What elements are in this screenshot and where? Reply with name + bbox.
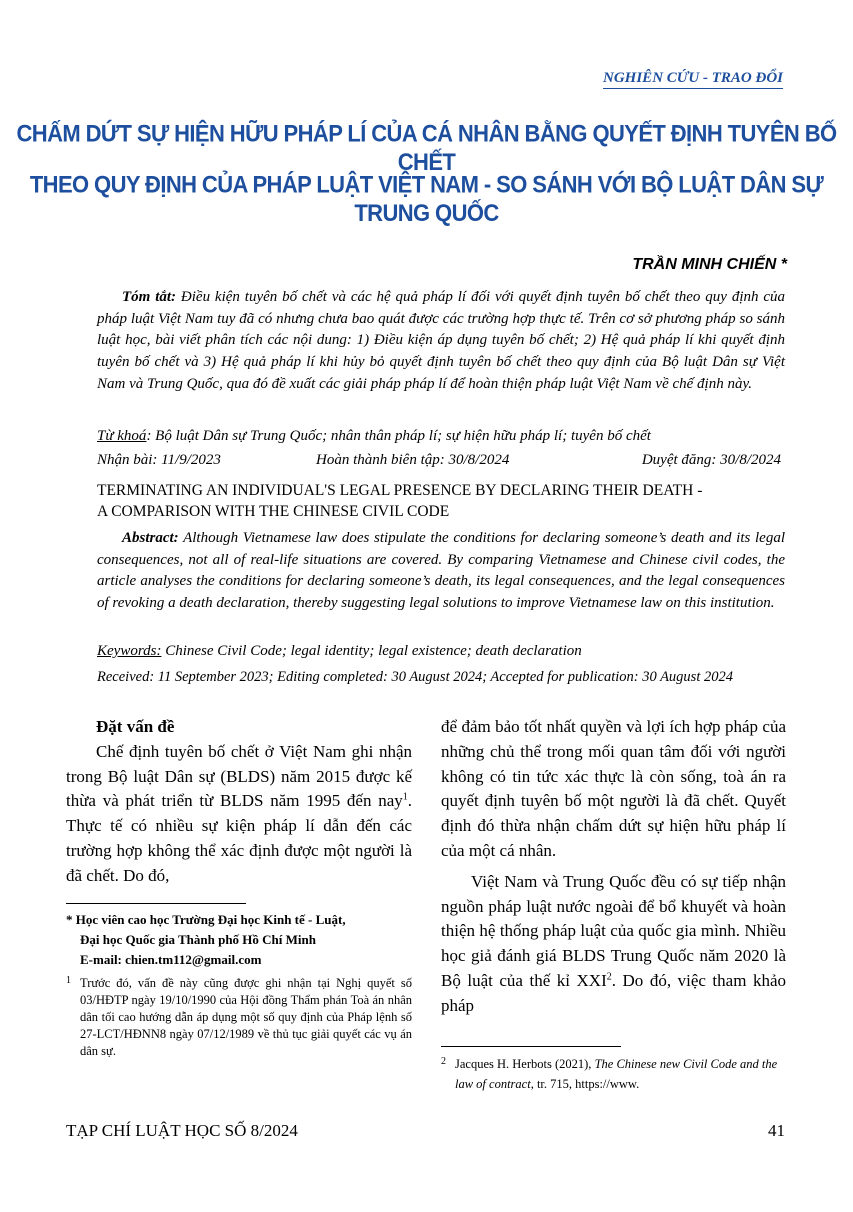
en-keywords xyxy=(97,643,582,660)
footnote-2-rest: , tr. 715, https://www. xyxy=(530,1077,640,1091)
vi-abstract-text: Điều kiện tuyên bố chết và các hệ quả pháp lí đối với quyết định tuyên bố chết theo quy định của pháp luật Việt Nam tuy đã có nhưng chưa bao quát được các trường hợp thực tế. Trên cơ sở phương pháp so sánh luật học, bài viết phân tích các nội dung: 1) Điều kiện áp dụng tuyên bố chết; 2) Hệ quả pháp lí khi quyết định tuyên bố chết và 3) Hệ quả pháp lí khi hủy bỏ quyết định tuyên bố chết theo quy định của Bộ luật Dân sự Việt Nam và Trung Quốc, qua đó đề xuất các giải pháp pháp lí để hoàn thiện pháp luật Việt Nam về chế định này. xyxy=(97,289,786,392)
footnote-divider-left xyxy=(66,903,246,904)
section-label: NGHIÊN CỨU - TRAO ĐỔI xyxy=(603,70,783,89)
section-heading: Đặt vấn đề xyxy=(96,717,175,736)
body-right-column xyxy=(441,715,786,1019)
vi-abstract-label: Tóm tắt: xyxy=(122,289,177,305)
footnote-2: 2 Jacques H. Herbots (2021), The Chinese new Civil Code and the law of contract, tr. 715, https://www. xyxy=(441,1056,778,1091)
author-note xyxy=(66,910,412,970)
en-abstract xyxy=(97,528,785,615)
footnote-1: 1 Trước đó, vấn đề này cũng được ghi nhận tại Nghị quyết số 03/HĐTP ngày 19/10/1990 của Hội đồng Thẩm phán Toà án nhân dân tối cao hướng dẫn áp dụng một số quy định của Pháp lệnh số 27-LCT/HĐNN8 ngày 07/12/1989 về thủ tục giải quyết các vụ án dân sự. xyxy=(66,975,412,1058)
body-left-column xyxy=(66,715,412,889)
author-note-line-2: Đại học Quốc gia Thành phố Hồ Chí Minh xyxy=(80,932,316,947)
vi-received-date: Nhận bài: 11/9/2023 xyxy=(97,452,221,468)
footnote-ref-2: 2 xyxy=(606,971,612,983)
en-abstract-text: Although Vietnamese law does stipulate the conditions for declaring someone’s death and its legal consequences, not all of real-life situations are covered. By comparing Vietnamese and Chinese civil codes, the article analyses the conditions for declaring someone’s death, its legal consequences, and the legal consequences of revoking a death declaration, thereby suggesting legal solutions to improve Vietnamese law on this institution. xyxy=(97,530,785,612)
footnote-1-text: Trước đó, vấn đề này cũng được ghi nhận tại Nghị quyết số 03/HĐTP ngày 19/10/1990 của Hội đồng Thẩm phán Toà án nhân dân tối cao hướng dẫn áp dụng một số quy định của Pháp lệnh số 27-LCT/HĐNN8 ngày 07/12/1989 về thủ tục giải quyết các vụ án dân sự. xyxy=(80,976,412,1058)
vi-keywords-text: : Bộ luật Dân sự Trung Quốc; nhân thân pháp lí; sự hiện hữu pháp lí; tuyên bố chết xyxy=(146,428,651,444)
en-dates: Received: 11 September 2023; Editing completed: 30 August 2024; Accepted for publication: 30 August 2024 xyxy=(97,669,733,685)
journal-footer: TẠP CHÍ LUẬT HỌC SỐ 8/2024 xyxy=(66,1121,298,1140)
en-keywords-text: Chinese Civil Code; legal identity; legal existence; death declaration xyxy=(165,643,582,659)
article-title-line-2: THEO QUY ĐỊNH CỦA PHÁP LUẬT VIỆT NAM - SO SÁNH VỚI BỘ LUẬT DÂN SỰ TRUNG QUỐC xyxy=(29,170,824,227)
vi-edited-date: Hoàn thành biên tập: 30/8/2024 xyxy=(316,452,510,468)
author-email: E-mail: chien.tm112@gmail.com xyxy=(80,952,262,967)
en-title xyxy=(97,480,785,522)
article-title-line-1: CHẤM DỨT SỰ HIỆN HỮU PHÁP LÍ CỦA CÁ NHÂN BẰNG QUYẾT ĐỊNH TUYÊN BỐ CHẾT xyxy=(16,119,837,176)
vi-keywords xyxy=(97,428,651,445)
en-keywords-label: Keywords: xyxy=(97,643,162,659)
vi-accepted-date: Duyệt đăng: 30/8/2024 xyxy=(641,452,781,468)
page-number: 41 xyxy=(768,1121,785,1140)
body-paragraph-2: Việt Nam và Trung Quốc đều có sự tiếp nhận nguồn pháp luật nước ngoài để bổ khuyết và hoàn thiện hệ thống pháp luật của quốc gia mình. Nhiều học giả đánh giá BLDS Trung Quốc năm 2020 là Bộ luật của thế kỉ XXI$^2$. Do đó, việc tham khảo pháp xyxy=(441,871,786,1015)
body-paragraph-1: Chế định tuyên bố chết ở Việt Nam ghi nhận trong Bộ luật Dân sự (BLDS) năm 2015 được kế thừa và phát triển từ BLDS năm 1995 đến nay$^1$. Thực tế có nhiều sự kiện pháp lí dẫn đến các trường hợp không thể xác định được một người là đã chết. Do đó, xyxy=(66,741,412,885)
footnote-divider-right xyxy=(441,1046,621,1047)
footnote-2-author: Jacques H. Herbots (2021), xyxy=(455,1057,595,1071)
author-name: TRẦN MINH CHIẾN * xyxy=(632,256,787,273)
en-title-line-1: TERMINATING AN INDIVIDUAL'S LEGAL PRESENCE BY DECLARING THEIR DEATH - xyxy=(97,482,703,499)
en-abstract-label: Abstract: xyxy=(122,530,179,546)
footnote-2-title: The Chinese new Civil Code and the law of contract xyxy=(455,1057,778,1091)
footnote-ref-1: 1 xyxy=(402,791,408,803)
vi-keywords-label: Từ khoá xyxy=(97,428,147,444)
author-note-line-1: * Học viên cao học Trường Đại học Kinh tế - Luật, xyxy=(66,912,346,927)
en-title-line-2: A COMPARISON WITH THE CHINESE CIVIL CODE xyxy=(97,503,450,520)
vi-abstract xyxy=(97,287,785,396)
body-paragraph-1-cont: để đảm bảo tốt nhất quyền và lợi ích hợp pháp của những chủ thể trong mối quan tâm đối với người không có tin tức xác thực là còn sống, toà án ra quyết định tuyên bố một người là đã chết. Quyết định đó thừa nhận chấm dứt sự hiện hữu pháp lí của một cá nhân. xyxy=(441,717,786,860)
